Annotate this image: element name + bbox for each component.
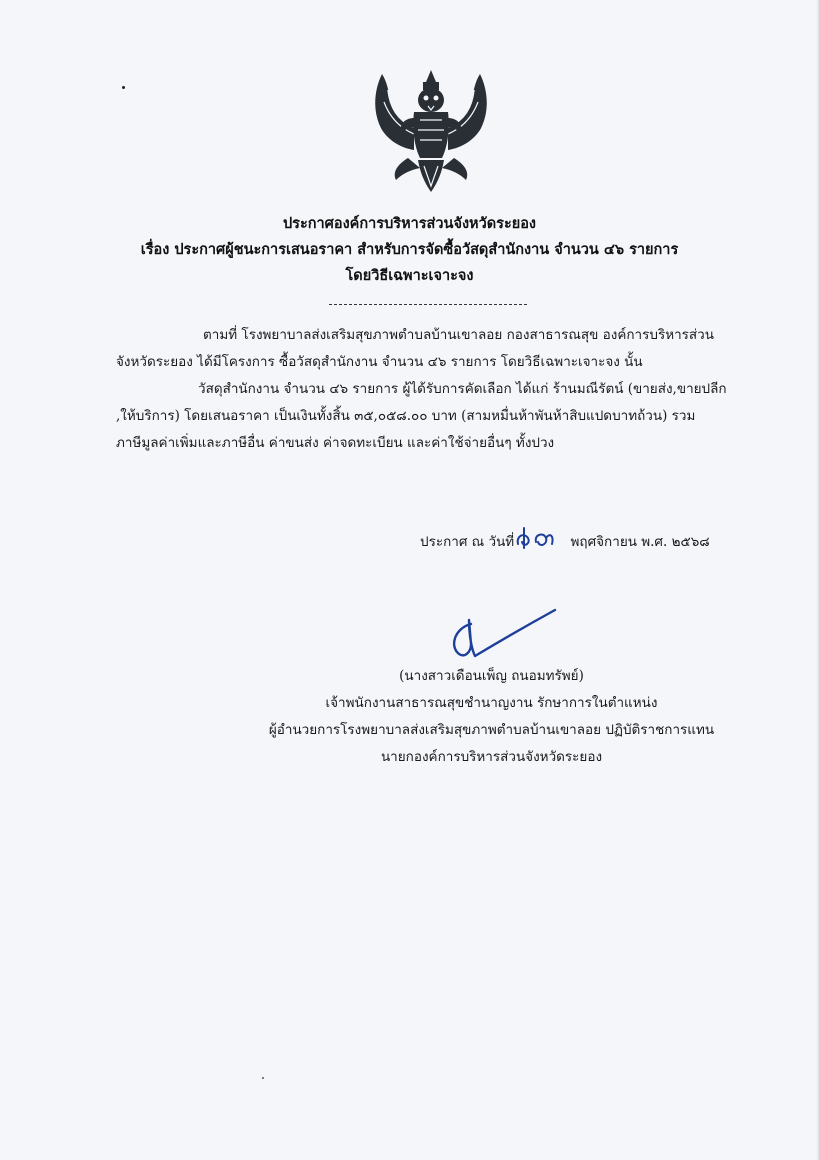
announcement-subject: เรื่อง ประกาศผู้ชนะการเสนอราคา สำหรับการจัดซื้อวัสดุสำนักงาน จำนวน ๔๖ รายการ xyxy=(140,241,679,258)
body-paragraph-line: วัสดุสำนักงาน จำนวน ๔๖ รายการ ผู้ได้รับการคัดเลือก ได้แก่ ร้านมณีรัตน์ (ขายส่ง,ขายปลีก xyxy=(198,381,727,397)
body-paragraph-line: ตามที่ โรงพยาบาลส่งเสริมสุขภาพตำบลบ้านเขาลอย กองสาธารณสุข องค์การบริหารส่วน xyxy=(203,327,714,343)
body-paragraph-line: จังหวัดระยอง ได้มีโครงการ ซื้อวัสดุสำนักงาน จำนวน ๔๖ รายการ โดยวิธีเฉพาะเจาะจง นั้น xyxy=(116,354,643,370)
scan-speck xyxy=(262,1077,264,1079)
signatory-acting-position: ผู้อำนวยการโรงพยาบาลส่งเสริมสุขภาพตำบลบ้านเขาลอย ปฏิบัติราชการแทน xyxy=(268,722,715,738)
handwritten-signature-icon xyxy=(445,602,560,664)
announcement-date-prefix: ประกาศ ณ วันที่ xyxy=(420,534,515,550)
announcement-date-suffix: พฤศจิกายน พ.ศ. ๒๕๖๘ xyxy=(566,534,710,550)
scan-speck xyxy=(122,86,125,89)
header-divider xyxy=(329,304,527,305)
announcement-date xyxy=(420,526,710,552)
handwritten-day-icon xyxy=(514,526,566,552)
body-paragraph-line: ,ให้บริการ) โดยเสนอราคา เป็นเงินทั้งสิ้น ๓๕,๐๕๘.๐๐ บาท (สามหมื่นห้าพันห้าสิบแปดบาทถ้วน) รวม xyxy=(116,408,696,424)
signatory-organization: นายกองค์การบริหารส่วนจังหวัดระยอง xyxy=(380,749,603,765)
body-paragraph-line: ภาษีมูลค่าเพิ่มและภาษีอื่น ค่าขนส่ง ค่าจดทะเบียน และค่าใช้จ่ายอื่นๆ ทั้งปวง xyxy=(116,435,555,451)
signatory-position: เจ้าพนักงานสาธารณสุขชำนาญงาน รักษาการในตำแหน่ง xyxy=(325,695,658,711)
garuda-emblem-icon xyxy=(368,68,494,196)
announcement-method: โดยวิธีเฉพาะเจาะจง xyxy=(345,267,474,284)
signatory-name: (นางสาวเดือนเพ็ญ ถนอมทรัพย์) xyxy=(399,668,584,684)
announcement-title: ประกาศองค์การบริหารส่วนจังหวัดระยอง xyxy=(282,215,537,232)
